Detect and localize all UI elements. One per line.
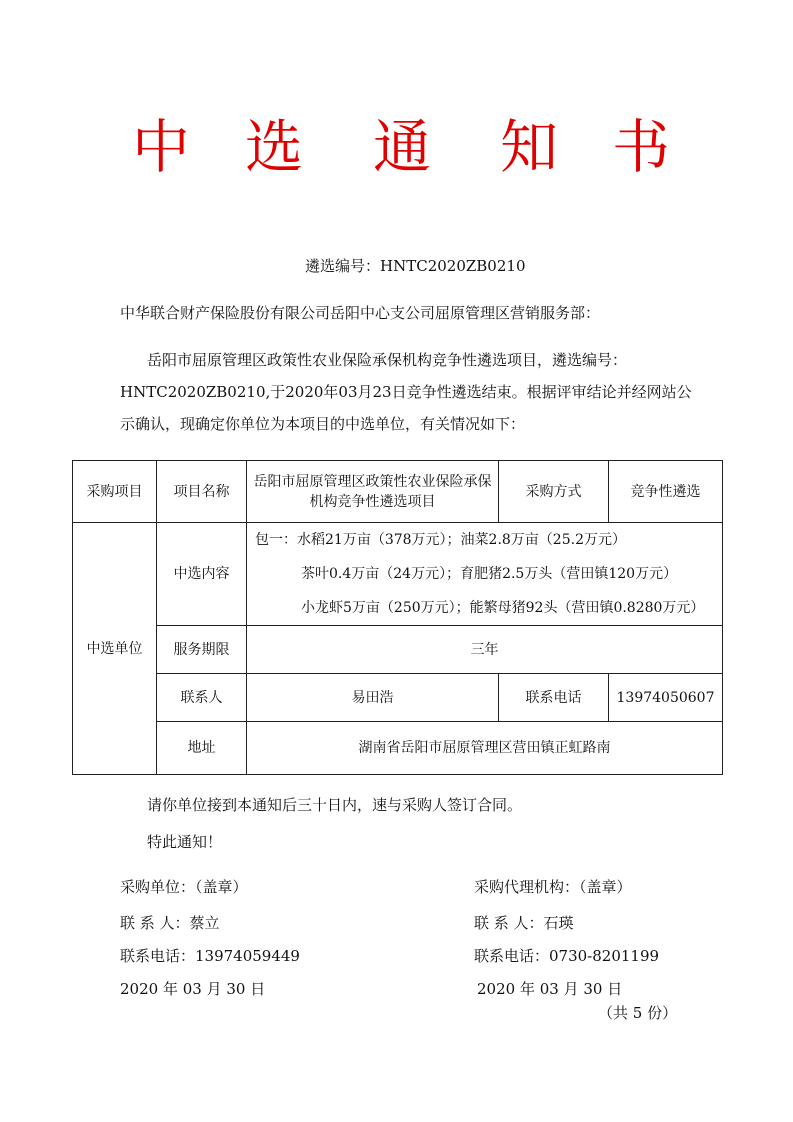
addressee: 中华联合财产保险股份有限公司岳阳中心支公司屈原管理区营销服务部： <box>120 304 601 322</box>
agency-date: 2020 年 03 月 30 日 <box>477 980 623 998</box>
purchaser-unit: 采购单位：（盖章） <box>120 878 248 896</box>
agency-phone: 联系电话：0730-8201199 <box>474 947 660 965</box>
contact-value: 易田浩 <box>247 674 499 722</box>
purchaser-date: 2020 年 03 月 30 日 <box>120 980 266 998</box>
phone-value: 13974050607 <box>609 674 723 722</box>
content-line: 茶叶0.4万亩（24万元）；育肥猪2.5万头（营田镇120万元） <box>301 566 678 582</box>
address-value: 湖南省岳阳市屈原管理区营田镇正虹路南 <box>247 722 723 775</box>
closing-text: 特此通知！ <box>147 833 223 851</box>
doc-number: 遴选编号：HNTC2020ZB0210 <box>305 257 526 275</box>
contact-label: 联系人 <box>157 674 247 722</box>
notice-text: 请你单位接到本通知后三十日内，速与采购人签订合同。 <box>147 796 523 814</box>
purchaser-contact: 联 系 人：蔡立 <box>120 914 220 932</box>
purchase-method-value: 竞争性遴选 <box>609 461 723 523</box>
title-char: 中 <box>132 113 191 181</box>
purchaser-phone: 联系电话：13974059449 <box>120 947 300 965</box>
body-line: 岳阳市屈原管理区政策性农业保险承保机构竞争性遴选项目，遴选编号： <box>147 351 628 369</box>
content-value <box>247 523 723 626</box>
agency-unit: 采购代理机构：（盖章） <box>474 878 632 896</box>
content-line: 包一：水稻21万亩（378万元）；油菜2.8万亩（25.2万元） <box>255 532 626 548</box>
address-label: 地址 <box>157 722 247 775</box>
content-label: 中选内容 <box>157 523 247 626</box>
title-char: 选 <box>245 113 304 181</box>
title-char: 知 <box>500 113 559 181</box>
body-line: 示确认，现确定你单位为本项目的中选单位，有关情况如下： <box>120 415 526 433</box>
content-line: 小龙虾5万亩（250万元）；能繁母猪92头（营田镇0.8280万元） <box>301 600 705 616</box>
phone-label: 联系电话 <box>499 674 609 722</box>
body-line: HNTC2020ZB0210,于2020年03月23日竞争性遴选结束。根据评审结论并经网站公 <box>120 383 692 401</box>
project-name-value: 岳阳市屈原管理区政策性农业保险承保机构竞争性遴选项目 <box>247 461 499 523</box>
purchase-item-label: 采购项目 <box>73 461 157 523</box>
project-name-label: 项目名称 <box>157 461 247 523</box>
copies-count: （共 5 份） <box>598 1004 678 1022</box>
winner-label: 中选单位 <box>73 523 157 775</box>
document-title <box>0 100 793 180</box>
service-value: 三年 <box>247 626 723 674</box>
purchase-method-label: 采购方式 <box>499 461 609 523</box>
award-table <box>72 460 723 775</box>
title-char: 书 <box>612 113 671 181</box>
service-label: 服务期限 <box>157 626 247 674</box>
agency-contact: 联 系 人：石瑛 <box>474 914 574 932</box>
title-char: 通 <box>373 113 432 181</box>
